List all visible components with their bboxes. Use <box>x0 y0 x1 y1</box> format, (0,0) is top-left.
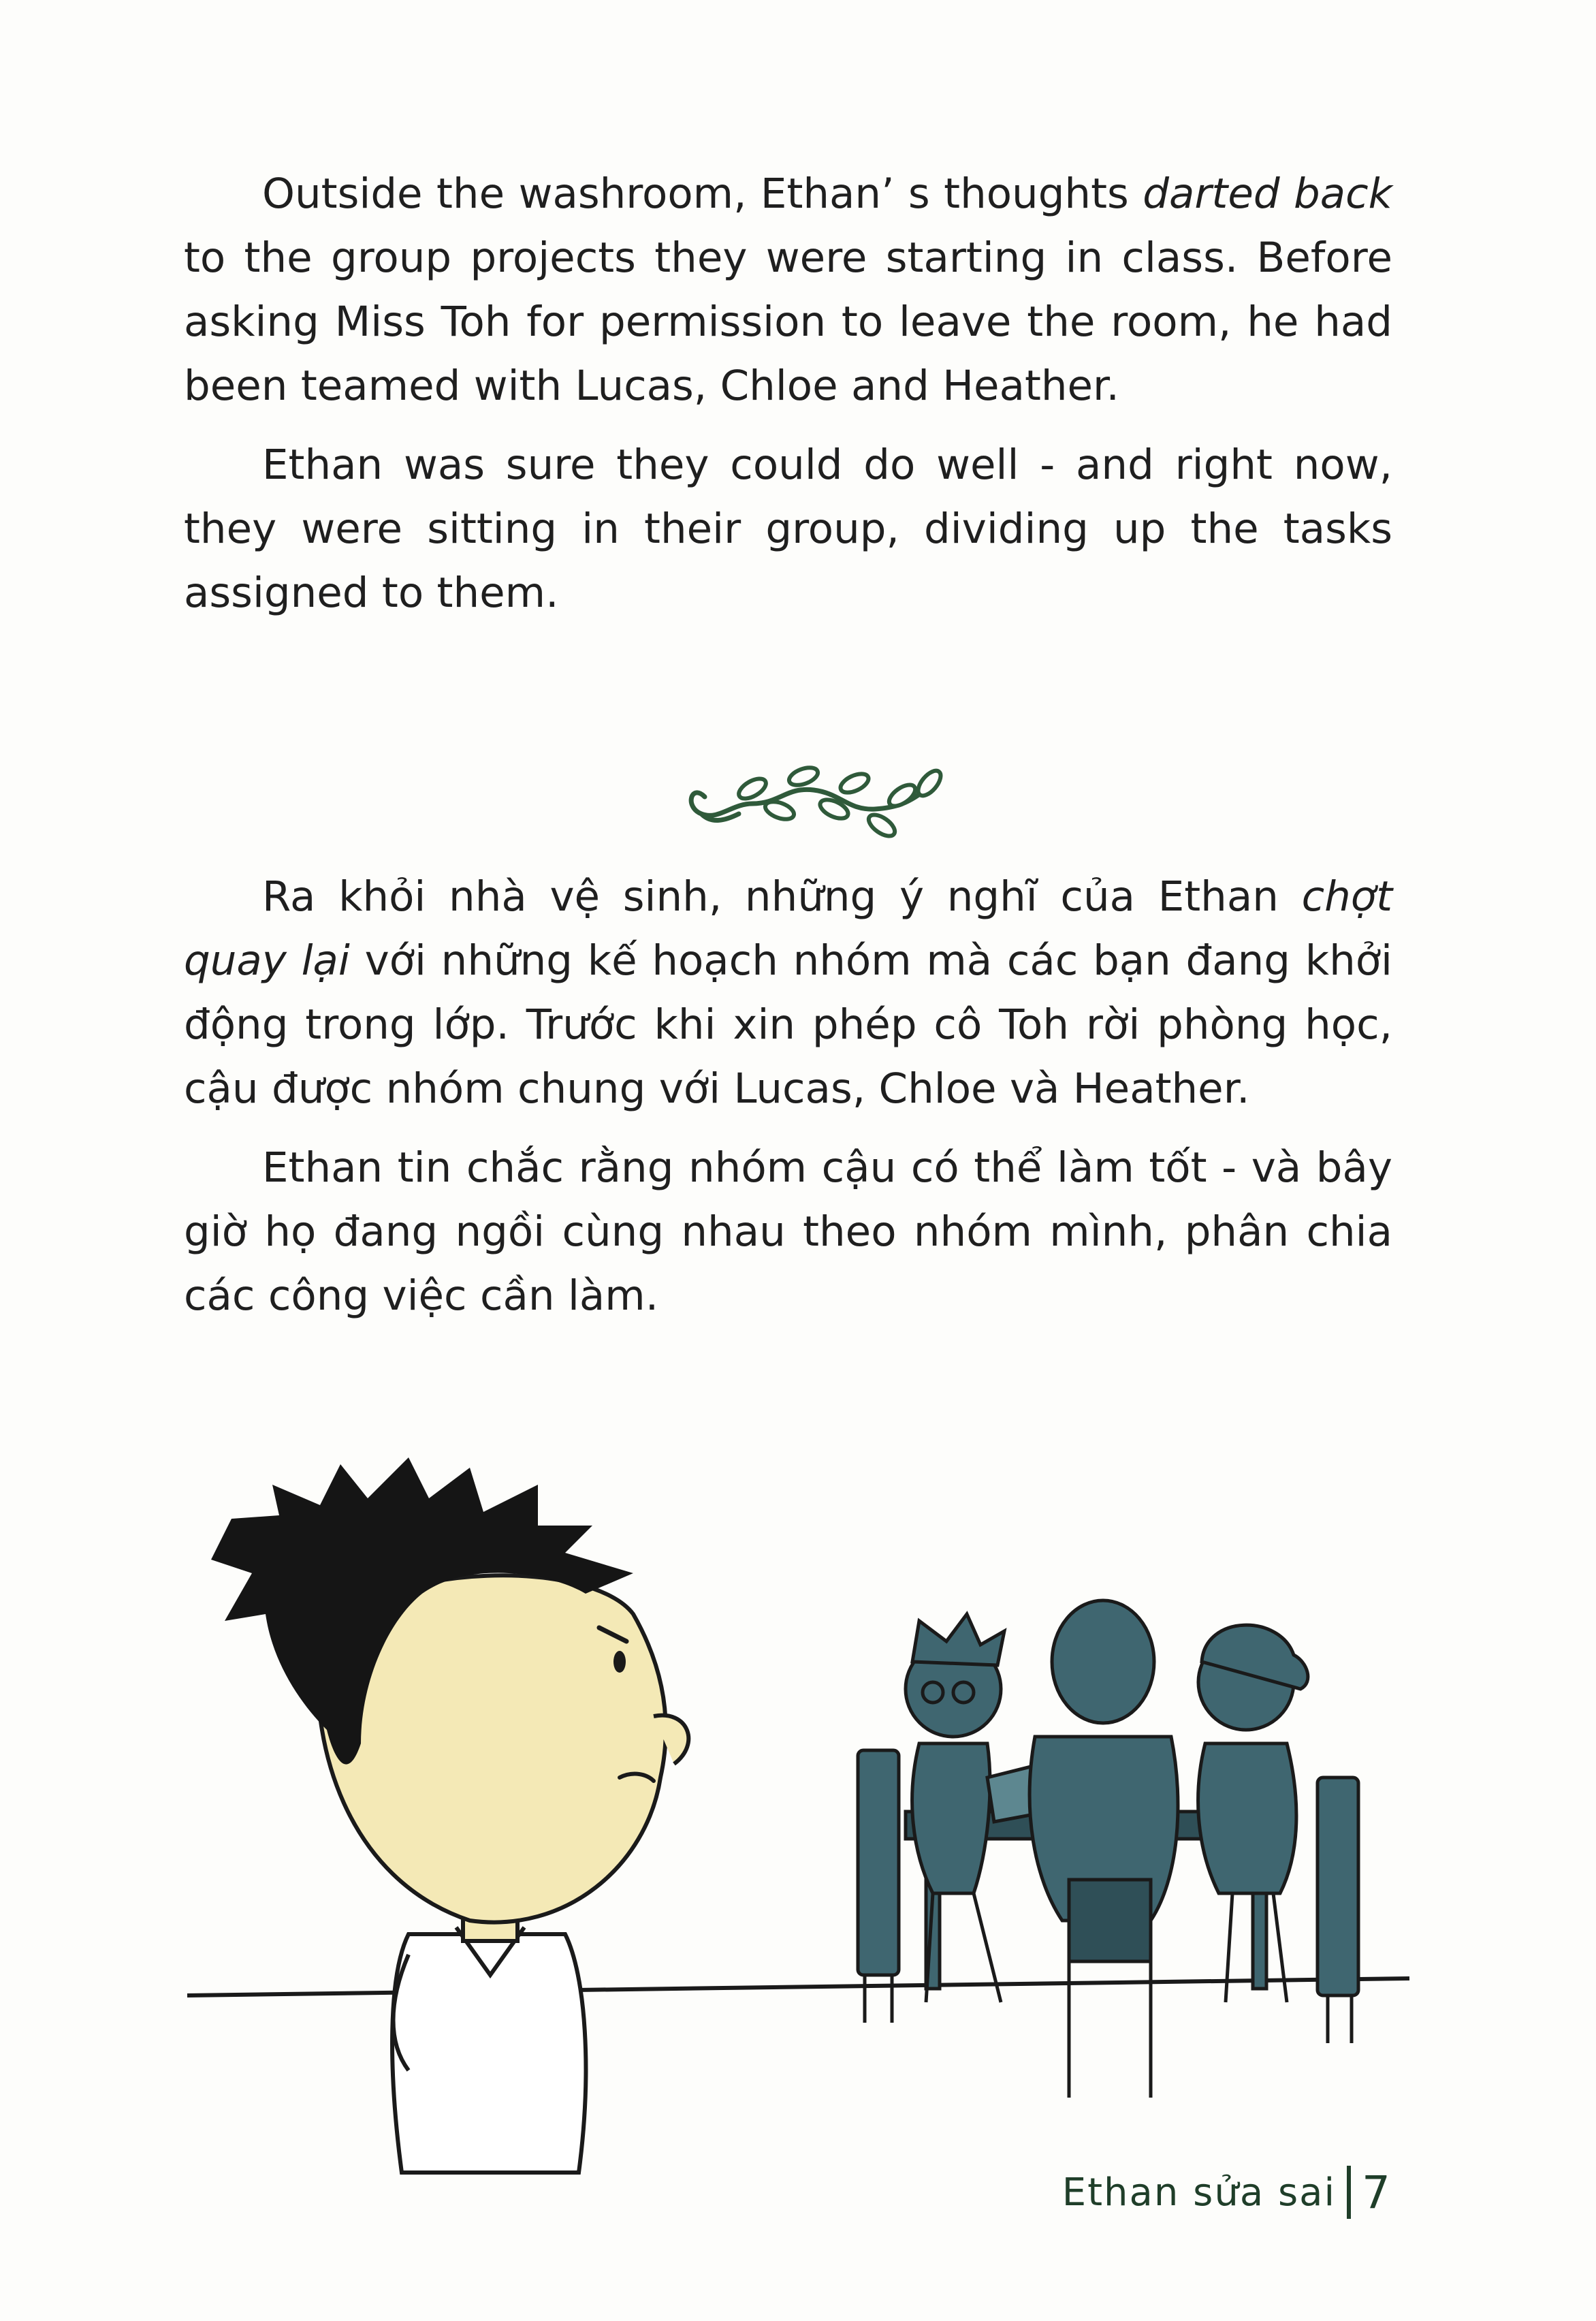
vietnamese-paragraph-1: Ra khỏi nhà vệ sinh, những ý nghĩ của Ethan chợt quay lại với những kế hoạch nhóm mà các bạn đang khởi động trong lớp. Trước khi xin phép cô Toh rời phòng học, cậu được nhóm chung với Lucas, Chloe và Heather. <box>184 872 1392 1113</box>
footer-book-title: Ethan sửa sai <box>1062 2170 1336 2215</box>
ethan-and-group-illustration <box>184 1457 1423 2179</box>
english-emphasis: darted back <box>1143 170 1392 218</box>
vietnamese-text-block <box>184 865 1392 1343</box>
vine-ornament-icon <box>677 756 950 858</box>
vietnamese-paragraph-2: Ethan tin chắc rằng nhóm cậu có thể làm tốt - và bây giờ họ đang ngồi cùng nhau theo nhóm mình, phân chia các công việc cần làm. <box>184 1143 1392 1320</box>
group-at-desk <box>858 1600 1358 2098</box>
page-number: 7 <box>1362 2166 1392 2219</box>
english-paragraph-2: Ethan was sure they could do well - and right now, they were sitting in their group, dividing up the tasks assigned to them. <box>184 441 1392 617</box>
ethan-figure <box>211 1457 688 2173</box>
footer-separator <box>1347 2166 1351 2219</box>
english-paragraph-1: Outside the washroom, Ethan’ s thoughts darted back to the group projects they were starting in class. Before asking Miss Toh for permission to leave the room, he had been teamed with Lucas, Chloe and Heather. <box>184 170 1392 410</box>
vietnamese-emphasis: chợt quay lại <box>184 872 1392 985</box>
english-text-block <box>184 162 1392 640</box>
page-footer <box>1062 2166 1392 2219</box>
